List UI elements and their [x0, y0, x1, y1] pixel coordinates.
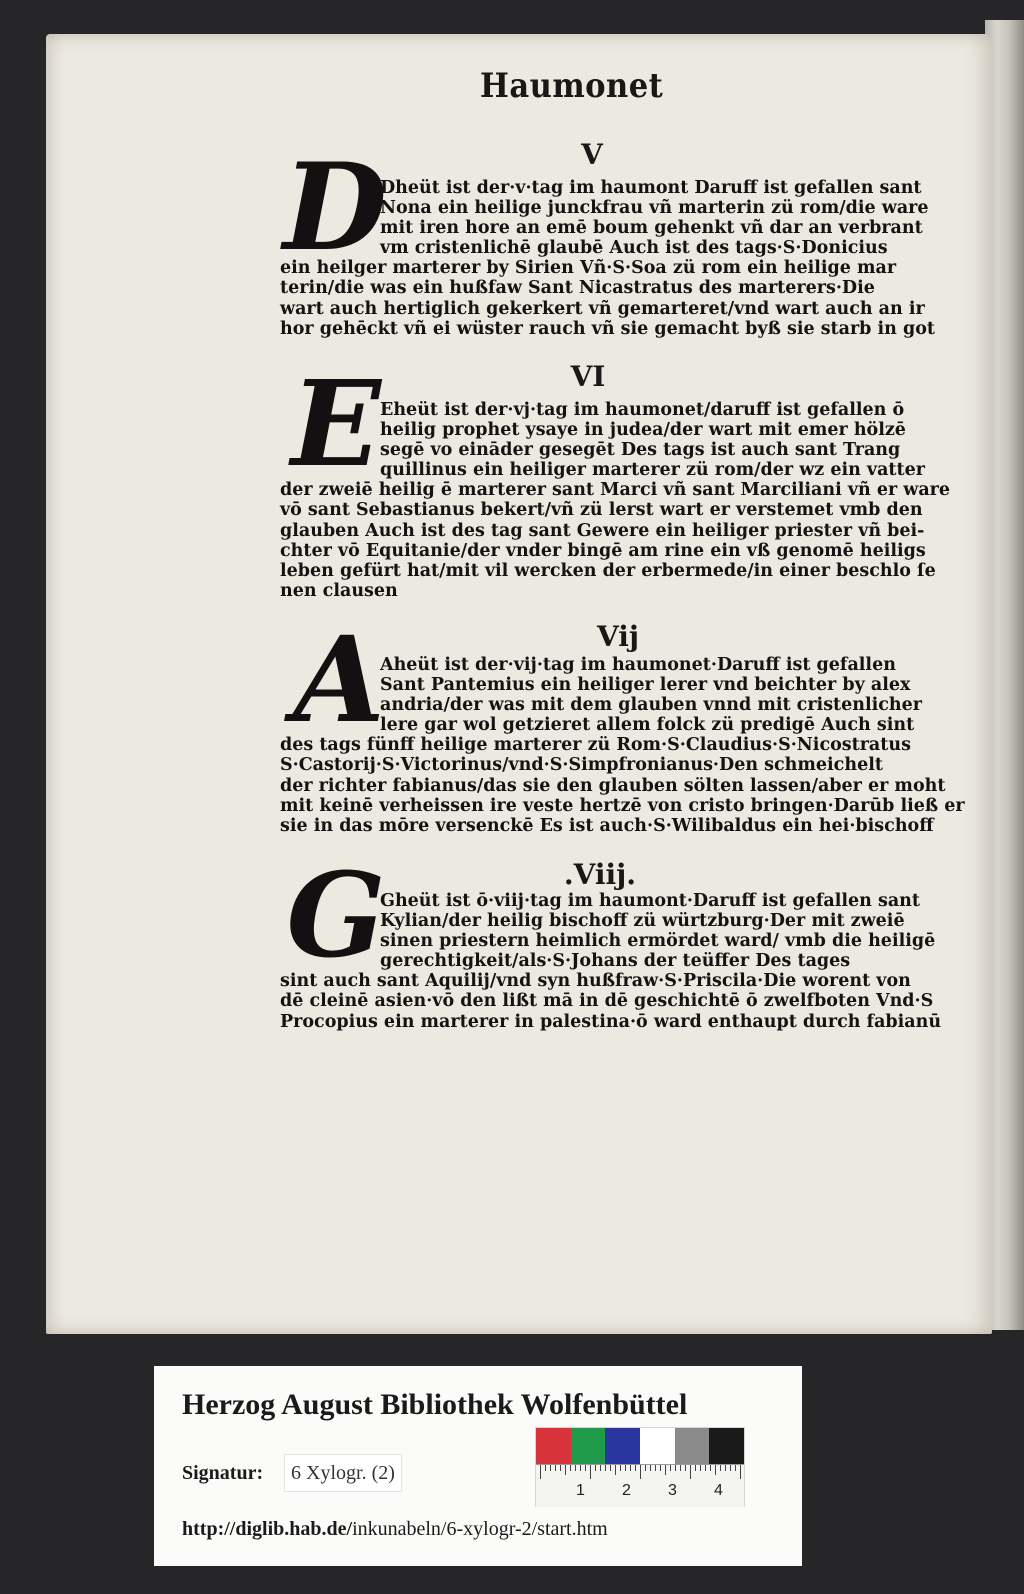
ruler-tick: [590, 1465, 591, 1479]
library-name: Herzog August Bibliothek Wolfenbüttel: [182, 1388, 688, 1421]
running-title: Haumonet: [480, 66, 664, 106]
text-line: wart auch hertiglich gekerkert vñ gemarteret/vnd wart auch an ir: [280, 298, 925, 319]
ruler-tick: [735, 1465, 736, 1471]
signatur-value: 6 Xylogr. (2): [284, 1454, 402, 1492]
text-line: terin/die was ein hußfaw Sant Nicastratus des marterers·Die: [280, 278, 875, 299]
color-swatch: [571, 1428, 606, 1464]
text-line: des tags fünff heilige marterer zü Rom·S·Claudius·S·Nicostratus: [280, 735, 911, 756]
ruler-tick: [655, 1465, 656, 1471]
library-label-card: [154, 1366, 802, 1566]
ruler-tick: [690, 1465, 691, 1479]
ruler-number: 4: [714, 1482, 723, 1499]
ruler-tick: [595, 1465, 596, 1471]
ruler-tick: [600, 1465, 601, 1471]
text-line: S·Castorij·S·Victorinus/vnd·S·Simpfronianus·Den schmeichelt: [280, 755, 883, 776]
section-numeral-v: V: [581, 138, 603, 171]
ruler-tick: [740, 1465, 741, 1479]
ruler-number: 3: [668, 1482, 677, 1499]
ruler-number: 2: [622, 1482, 631, 1499]
ruler-tick: [560, 1465, 561, 1471]
ruler-tick: [625, 1465, 626, 1471]
section-numeral-vi: VI: [570, 360, 606, 393]
color-swatch: [640, 1428, 675, 1464]
text-line: Sant Pantemius ein heiliger lerer vnd beichter by alex: [380, 675, 911, 696]
section-viii-text: [280, 891, 942, 1032]
text-line: Gheüt ist ō·viij·tag im haumont·Daruff ist gefallen sant: [380, 891, 920, 911]
text-line: chter vō Equitanie/der vnder bingē am rine ein vß genomē heiligs: [280, 540, 926, 561]
ruler-tick: [725, 1465, 726, 1471]
text-line: leben gefürt hat/mit vil wercken der erbermede/in einer beschlo ſe: [280, 560, 936, 581]
text-line: der zweiē heilig ē marterer sant Marci vñ sant Marciliani vñ er ware: [280, 480, 951, 501]
ruler-tick: [610, 1465, 611, 1471]
section-vi-text: [280, 400, 951, 601]
text-line: nen clausen: [280, 580, 398, 601]
ruler-tick: [540, 1465, 541, 1479]
url-path: inkunabeln/6-xylogr-2/start.htm: [352, 1518, 608, 1540]
text-line: glauben Auch ist des tag sant Gewere ein heiliger priester vñ bei-: [280, 520, 925, 541]
ruler-tick: [575, 1465, 576, 1471]
catalog-url: [182, 1518, 608, 1541]
ruler-tick: [570, 1465, 571, 1471]
color-swatch: [536, 1428, 571, 1464]
ruler-tick: [640, 1465, 641, 1479]
ruler-tick: [670, 1465, 671, 1471]
text-line: Eheüt ist der·vj·tag im haumonet/daruff ist gefallen ō: [380, 400, 905, 420]
ruler-tick: [555, 1465, 556, 1471]
section-vii-text: [280, 655, 965, 836]
color-swatch: [709, 1428, 744, 1464]
text-line: Procopius ein marterer in palestina·ō ward enthaupt durch fabianū: [280, 1011, 942, 1032]
ruler-tick: [680, 1465, 681, 1471]
text-line: andria/der was mit dem glauben vnnd mit cristenlicher: [380, 695, 923, 716]
text-line: vō sant Sebastianus bekert/vñ zü lerst wart er verstemet vmb den: [280, 500, 923, 521]
ruler-tick: [615, 1465, 616, 1475]
ruler-tick: [635, 1465, 636, 1471]
ruler-tick: [585, 1465, 586, 1471]
scale-ruler: [536, 1464, 744, 1507]
text-line: sinen priestern heimlich ermördet ward/ vmb die heiligē: [380, 931, 936, 952]
ruler-tick: [675, 1465, 676, 1471]
text-line: Kylian/der heilig bischoff zü würtzburg·Der mit zweiē: [380, 911, 905, 932]
ruler-tick: [730, 1465, 731, 1471]
text-line: dē cleinē asien·vō den lißt mā in dē geschichtē ō zwelfboten Vnd·S: [280, 991, 934, 1012]
ruler-tick: [705, 1465, 706, 1471]
ruler-tick: [645, 1465, 646, 1471]
text-line: mit keinē verheissen ire veste hertzē von cristo bringen·Darūb ließ er: [280, 795, 965, 816]
signatur-label: Signatur:: [182, 1462, 264, 1484]
color-swatches: [536, 1428, 744, 1464]
text-line: quillinus ein heiliger marterer zü rom/der wz ein vatter: [380, 460, 925, 481]
ruler-tick: [700, 1465, 701, 1471]
ruler-tick: [715, 1465, 716, 1475]
decorated-initial-g: G: [286, 848, 386, 984]
color-swatch: [675, 1428, 710, 1464]
text-line: sint auch sant Aquilij/vnd syn hußfraw·S·Priscila·Die worent von: [280, 971, 911, 992]
text-line: Aheüt ist der·vij·tag im haumonet·Daruff ist gefallen: [380, 655, 896, 675]
ruler-tick: [565, 1465, 566, 1475]
text-line: Nona ein heilige junckfrau vñ marterin zü rom/die ware: [380, 198, 929, 219]
ruler-tick: [550, 1465, 551, 1471]
url-prefix: http://diglib.hab.de/: [182, 1518, 353, 1540]
text-line: lere gar wol getzieret allem folck zü predigē Auch sint: [380, 715, 915, 736]
ruler-tick: [710, 1465, 711, 1471]
text-line: heilig prophet ysaye in judea/der wart mit emer hölzē: [380, 420, 906, 441]
ruler-tick: [665, 1465, 666, 1475]
color-swatch: [605, 1428, 640, 1464]
text-line: mit iren hore an emē boum gehenkt vñ dar an verbrant: [380, 218, 923, 239]
text-line: der richter fabianus/das sie den glauben sölten lassen/aber er moht: [280, 775, 946, 796]
ruler-tick: [650, 1465, 651, 1471]
ruler-tick: [630, 1465, 631, 1471]
ruler-tick: [660, 1465, 661, 1471]
text-line: gerechtigkeit/als·S·Johans der teüffer Des tages: [380, 951, 851, 972]
color-calibration-bar: [536, 1428, 744, 1506]
section-numeral-viii: .Viij.: [563, 858, 637, 891]
ruler-tick: [685, 1465, 686, 1471]
text-line: vm cristenlichē glaubē Auch ist des tags·S·Donicius: [380, 238, 888, 259]
ruler-tick: [545, 1465, 546, 1471]
decorated-initial-d: D: [282, 137, 388, 278]
text-line: segē vo eināder gesegēt Des tags ist auch sant Trang: [380, 440, 901, 461]
text-line: ein heilger marterer by Sirien Vñ·S·Soa zü rom ein heilige mar: [280, 258, 897, 279]
ruler-tick: [695, 1465, 696, 1471]
ruler-number: 1: [576, 1482, 585, 1499]
text-line: Dheüt ist der·v·tag im haumont Daruff ist gefallen sant: [380, 178, 922, 198]
decorated-initial-e: E: [291, 354, 381, 493]
ruler-tick: [605, 1465, 606, 1471]
text-line: hor gehēckt vñ ei wüster rauch vñ sie gemacht byß sie starb in got: [280, 318, 935, 339]
section-v-text: [280, 178, 935, 339]
decorated-initial-a: A: [293, 610, 385, 749]
ruler-tick: [620, 1465, 621, 1471]
ruler-tick: [720, 1465, 721, 1471]
section-numeral-vii: Vij: [597, 620, 639, 653]
ruler-tick: [580, 1465, 581, 1471]
text-line: sie in das mōre versenckē Es ist auch·S·Wilibaldus ein hei·bischoff: [280, 815, 934, 836]
